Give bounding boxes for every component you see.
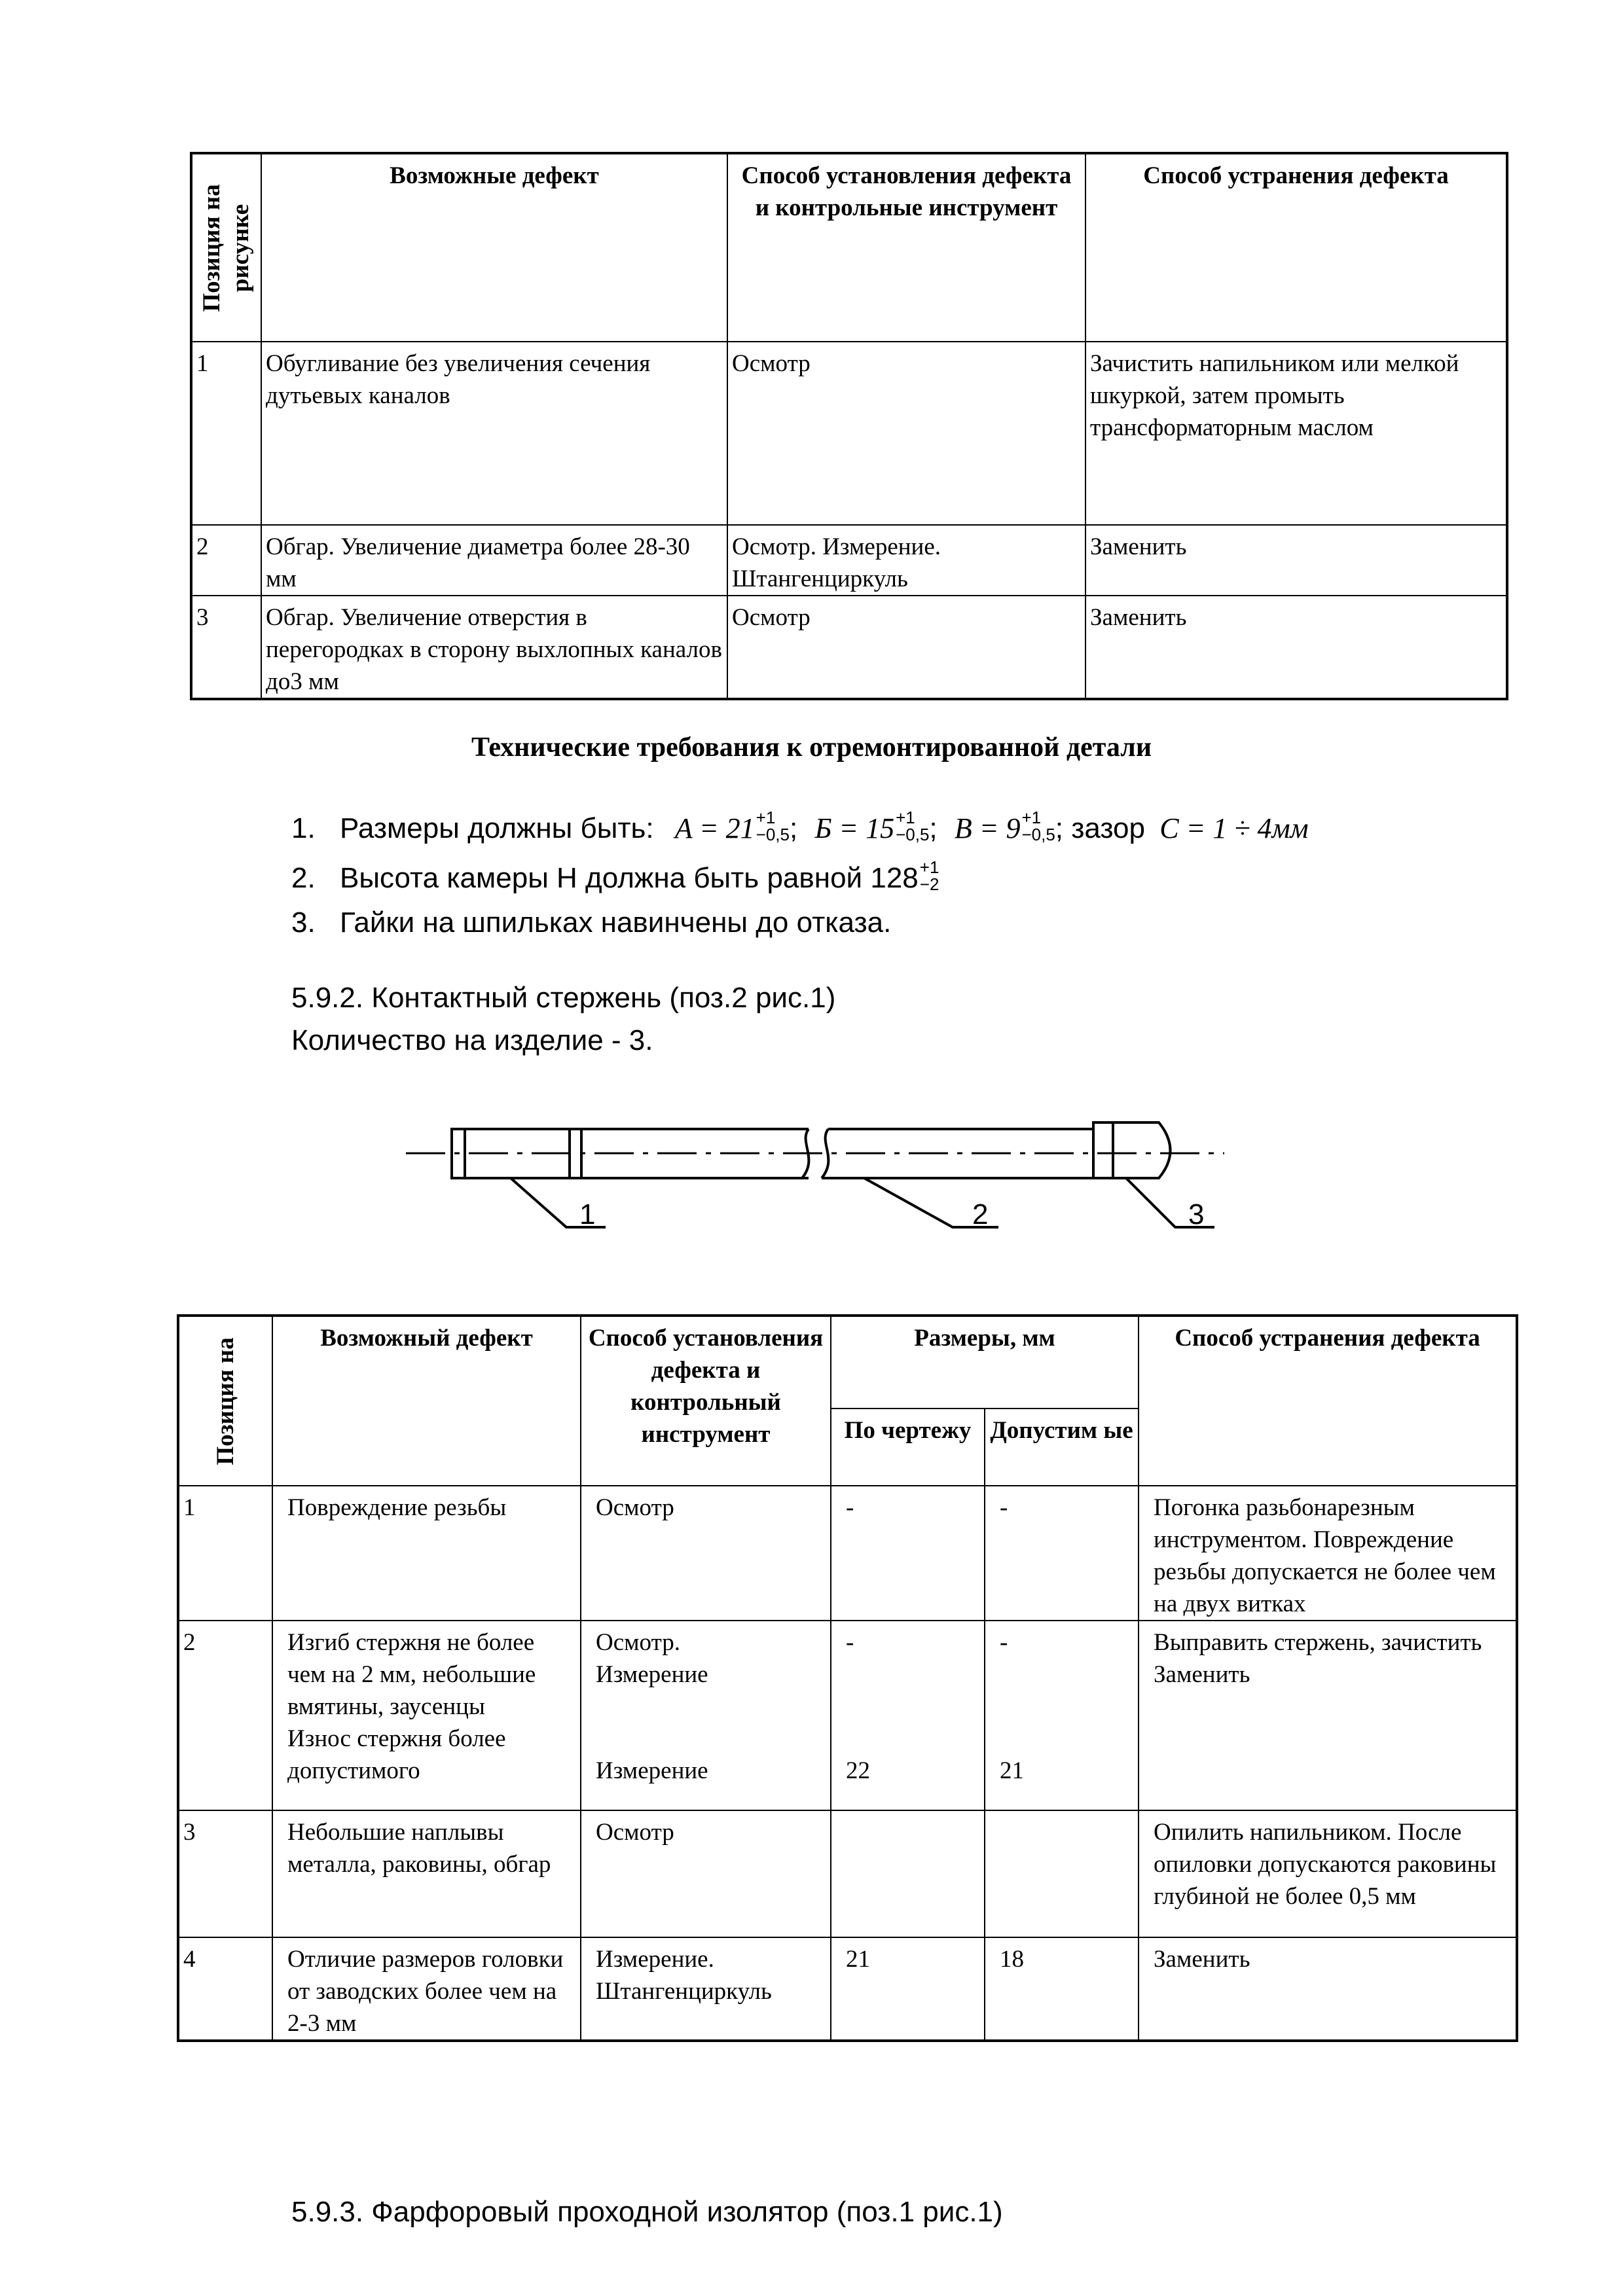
row-defect: Отличие размеров головки от заводских более чем на 2-3 мм: [272, 1937, 581, 2041]
header-defect: Возможный дефект: [272, 1316, 581, 1486]
row-fix: Зачистить напильником или мелкой шкуркой, затем промыть трансформаторным маслом: [1085, 342, 1507, 525]
table-row: [191, 342, 1507, 525]
section-592-quantity: Количество на изделие - 3.: [291, 1024, 653, 1056]
row-fix: Погонка разьбонарезным инструментом. Повреждение резьбы допускается не более чем на двух витках: [1139, 1486, 1517, 1621]
row-allowed: 18: [985, 1937, 1139, 2041]
table-row: [191, 525, 1507, 596]
header-position: Позиция на рисунке: [191, 153, 261, 342]
row-method: Осмотр: [581, 1810, 831, 1937]
header-fix: Способ устранения дефекта: [1085, 153, 1507, 342]
row-position: 3: [191, 596, 261, 699]
row-position: 2: [178, 1621, 272, 1810]
callout-1: 1: [579, 1198, 596, 1230]
row-defect: Обгар. Увеличение диаметра более 28-30 мм: [261, 525, 727, 596]
header-position: Позиция на: [178, 1316, 272, 1486]
callout-3: 3: [1188, 1198, 1205, 1230]
header-method: Способ установления дефекта и контрольный инструмент: [581, 1316, 831, 1486]
row-defect: Небольшие наплывы металла, раковины, обгар: [272, 1810, 581, 1937]
row-defect: Изгиб стержня не более чем на 2 мм, небольшие вмятины, заусенцы Износ стержня более допустимого: [272, 1621, 581, 1810]
section-592-title: 5.9.2. Контактный стержень (поз.2 рис.1): [291, 982, 836, 1014]
row-position: 4: [178, 1937, 272, 2041]
row-allowed: -: [985, 1486, 1139, 1621]
row-defect: Повреждение резьбы: [272, 1486, 581, 1621]
row-by-drawing: [831, 1810, 985, 1937]
callout-2: 2: [972, 1198, 989, 1230]
row-allowed: - 21: [985, 1621, 1139, 1810]
section-593-title: 5.9.3. Фарфоровый проходной изолятор (поз.1 рис.1): [291, 2196, 1003, 2228]
header-allowed: Допустим ые: [985, 1408, 1139, 1486]
header-fix: Способ устранения дефекта: [1139, 1316, 1517, 1486]
table-row: [178, 1621, 1517, 1810]
defects-table-1: [190, 152, 1508, 700]
requirement-item-3: 3. Гайки на шпильках навинчены до отказа.: [291, 906, 892, 939]
row-method: Осмотр. Измерение. Штангенциркуль: [727, 525, 1085, 596]
header-sizes: Размеры, мм: [831, 1316, 1139, 1408]
row-fix: Заменить: [1085, 596, 1507, 699]
row-method: Осмотр: [727, 342, 1085, 525]
header-defect: Возможные дефект: [261, 153, 727, 342]
header-method: Способ установления дефекта и контрольные инструмент: [727, 153, 1085, 342]
table-row: [191, 596, 1507, 699]
row-defect: Обугливание без увеличения сечения дутьевых каналов: [261, 342, 727, 525]
row-fix: Заменить: [1139, 1937, 1517, 2041]
defects-table-2: [177, 1314, 1518, 2042]
row-method: Осмотр. Измерение Измерение: [581, 1621, 831, 1810]
row-position: 1: [178, 1486, 272, 1621]
requirement-item-1: 1. Размеры должны быть: A = 21 +1 −0,5 ; Б = 15 +1 −0,5 ; B = 9 +1 −0,5 ; зазор C = 1 ÷ 4мм: [291, 808, 1309, 845]
requirement-item-2: 2. Высота камеры H должна быть равной 128 +1 −2: [291, 857, 939, 895]
row-fix: Опилить напильником. После опиловки допускаются раковины глубиной не более 0,5 мм: [1139, 1810, 1517, 1937]
table-row: [178, 1486, 1517, 1621]
row-position: 1: [191, 342, 261, 525]
table-row: [178, 1810, 1517, 1937]
header-by-drawing: По чертежу: [831, 1408, 985, 1486]
table-row: [178, 1937, 1517, 2041]
contact-rod-drawing: [406, 1093, 1231, 1244]
row-position: 2: [191, 525, 261, 596]
row-defect: Обгар. Увеличение отверстия в перегородках в сторону выхлопных каналов до3 мм: [261, 596, 727, 699]
row-position: 3: [178, 1810, 272, 1937]
row-by-drawing: - 22: [831, 1621, 985, 1810]
row-fix: Выправить стержень, зачистить Заменить: [1139, 1621, 1517, 1810]
row-by-drawing: 21: [831, 1937, 985, 2041]
requirements-heading: Технические требования к отремонтированной детали: [471, 732, 1152, 762]
row-by-drawing: -: [831, 1486, 985, 1621]
row-fix: Заменить: [1085, 525, 1507, 596]
row-allowed: [985, 1810, 1139, 1937]
row-method: Осмотр: [727, 596, 1085, 699]
row-method: Измерение. Штангенциркуль: [581, 1937, 831, 2041]
row-method: Осмотр: [581, 1486, 831, 1621]
